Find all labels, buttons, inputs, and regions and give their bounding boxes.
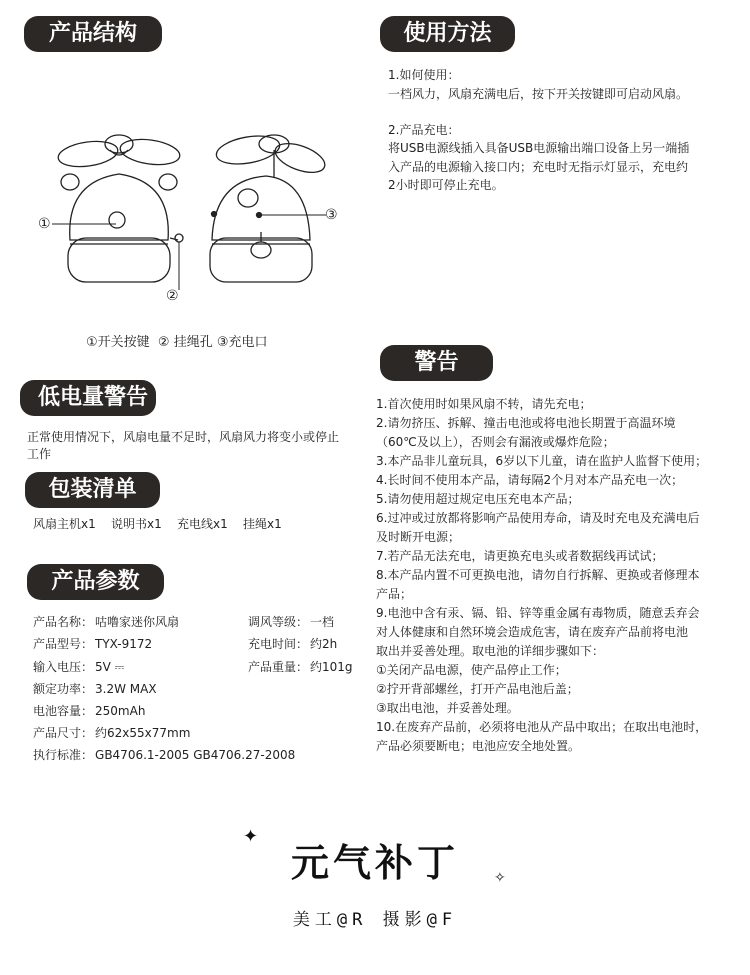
fan-blades-front-icon: [57, 135, 182, 170]
credits: 美工@R 摄影@F: [292, 910, 458, 930]
warning-line: 对人体健康和自然环境会造成危害，请在废弃产品前将电池: [376, 625, 689, 639]
warning-line: 5.请勿使用超过规定电压充电本产品；: [376, 492, 580, 506]
warning-line: ③取出电池，并妥善处理。: [376, 701, 519, 715]
structure-legend: ①开关按键 ② 挂绳孔 ③充电口: [86, 335, 268, 350]
fan-body-front-icon: [61, 174, 183, 282]
warning-line: 及时断开电源；: [376, 530, 461, 544]
warning-title: 警告: [380, 345, 493, 381]
fan-blades-side-icon: [214, 132, 328, 179]
warning-line: ②拧开背部螺丝，打开产品电池后盖；: [376, 682, 579, 696]
param-row: 产品尺寸： 约62x55x77mm: [33, 726, 191, 740]
param-row-right: 产品重量： 约101g: [248, 660, 353, 674]
param-row: 执行标准： GB4706.1-2005 GB4706.27-2008: [33, 748, 296, 762]
callout-1: ①: [38, 216, 51, 232]
fan-body-side-icon: [210, 176, 312, 282]
param-row-right: 调风等级： 一档: [248, 615, 335, 629]
low-battery-line2: 工作: [27, 447, 52, 461]
packing-items: 风扇主机x1 说明书x1 充电线x1 挂绳x1: [33, 517, 282, 531]
warning-line: 10.在废弃产品前，必须将电池从产品中取出；在取出电池时，: [376, 720, 708, 734]
warning-line: 产品必须要断电；电池应安全地处置。: [376, 739, 581, 753]
usage-item2-title: 2.产品充电：: [388, 123, 460, 137]
sparkle-icon: ✧: [494, 870, 506, 886]
param-row: 产品名称： 咕噜家迷你风扇: [33, 615, 180, 629]
warning-line: 4.长时间不使用本产品，请每隔2个月对本产品充电一次；: [376, 473, 684, 487]
param-row: 电池容量： 250mAh: [33, 704, 146, 718]
structure-title: 产品结构: [24, 16, 162, 52]
low-battery-line1: 正常使用情况下，风扇电量不足时，风扇风力将变小或停止: [27, 430, 340, 444]
warning-line: 1.首次使用时如果风扇不转，请先充电；: [376, 397, 592, 411]
warning-line: 取出并妥善处理。取电池的详细步骤如下：: [376, 644, 605, 658]
param-row: 输入电压： 5V ⎓: [33, 660, 125, 674]
warning-line: 2.请勿挤压、拆解、撞击电池或将电池长期置于高温环境: [376, 416, 676, 430]
warning-line: ①关闭产品电源，使产品停止工作；: [376, 663, 567, 677]
warning-line: 3.本产品非儿童玩具，6岁以下儿童，请在监护人监督下使用；: [376, 454, 708, 468]
param-row: 额定功率： 3.2W MAX: [33, 682, 157, 696]
warning-line: 9.电池中含有汞、镉、铅、锌等重金属有毒物质，随意丢弃会: [376, 606, 700, 620]
param-row: 产品型号： TYX-9172: [33, 637, 153, 651]
usage-title: 使用方法: [380, 16, 515, 52]
warning-line: 产品；: [376, 587, 413, 601]
usage-item1-text: 一档风力，风扇充满电后，按下开关按键即可启动风扇。: [388, 87, 689, 101]
usage-item2-line1: 将USB电源线插入具备USB电源输出端口设备上另一端插: [388, 141, 690, 155]
low-battery-title: 低电量警告: [20, 380, 156, 416]
usage-item1-title: 1.如何使用：: [388, 68, 460, 82]
usage-item2-line3: 2小时即可停止充电。: [388, 178, 504, 192]
brand-logo: 元气补丁: [290, 840, 459, 885]
callout-3: ③: [325, 207, 338, 223]
warning-line: 7.若产品无法充电，请更换充电头或者数据线再试试；: [376, 549, 664, 563]
param-row-right: 充电时间： 约2h: [248, 637, 338, 651]
warning-line: （60℃及以上），否则会有漏液或爆炸危险；: [376, 435, 615, 449]
callout-2: ②: [166, 288, 179, 304]
usage-item2-line2: 入产品的电源输入接口内；充电时无指示灯显示，充电约: [388, 160, 689, 174]
packing-title: 包装清单: [25, 472, 160, 508]
sparkle-icon: ✦: [243, 826, 259, 847]
warning-line: 8.本产品内置不可更换电池，请勿自行拆解、更换或者修理本: [376, 568, 700, 582]
params-title: 产品参数: [27, 564, 164, 600]
product-diagram: [30, 120, 360, 300]
warning-line: 6.过冲或过放都将影响产品使用寿命，请及时充电及充满电后: [376, 511, 700, 525]
